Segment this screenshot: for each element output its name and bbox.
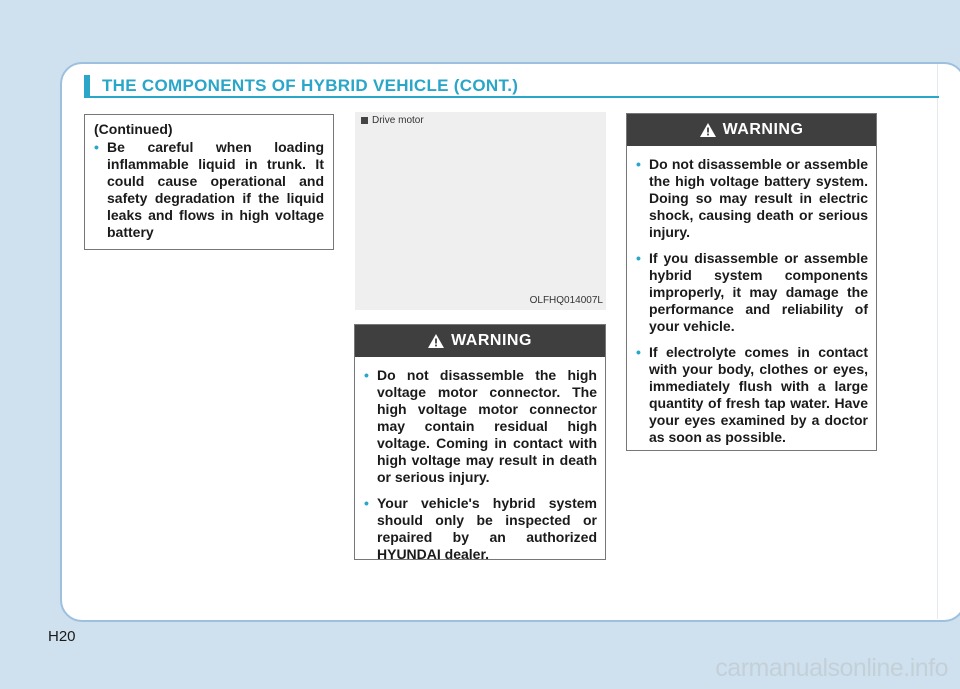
list-item — [364, 495, 597, 563]
list-item-text: Do not disassemble or assemble the high voltage battery system. Doing so may result in electric shock, causing death or serious injury. — [649, 156, 868, 240]
list-item-text: Do not disassemble the high voltage motor connector. The high voltage motor connector may contain residual high voltage. Coming in contact with high voltage may result in death or serious injury. — [377, 367, 597, 485]
list-item-text: If you disassemble or assemble hybrid system components improperly, it may damage the performance and reliability of your vehicle. — [649, 250, 868, 334]
bullet-icon: • — [94, 139, 99, 155]
section-title-text: THE COMPONENTS OF HYBRID VEHICLE (CONT.) — [102, 76, 519, 95]
list-item — [636, 344, 868, 446]
warning-triangle-icon — [700, 123, 716, 137]
continued-label: (Continued) — [94, 121, 173, 137]
figure-code: OLFHQ014007L — [529, 295, 603, 306]
warning-header-text: WARNING — [451, 332, 532, 349]
caution-list — [94, 139, 324, 241]
section-title — [84, 75, 939, 97]
bullet-icon: • — [364, 367, 369, 383]
drive-motor-figure — [355, 112, 606, 310]
title-marker — [84, 75, 90, 97]
list-item-text: Be careful when loading inflammable liquid in trunk. It could cause operational and safety degradation if the liquid leaks and flows in high voltage battery — [107, 139, 324, 240]
list-item — [94, 139, 324, 241]
page-number: H20 — [48, 628, 76, 645]
figure-caption — [361, 115, 424, 126]
warning-box-battery — [626, 113, 877, 451]
bullet-icon: • — [636, 156, 641, 172]
bullet-icon: • — [636, 250, 641, 266]
list-item — [636, 156, 868, 241]
margin-guide — [937, 64, 938, 619]
continued-caution-box — [84, 114, 334, 250]
list-item — [636, 250, 868, 335]
title-underline — [84, 96, 939, 98]
warning-list — [636, 156, 868, 446]
list-item — [364, 367, 597, 486]
square-icon — [361, 117, 368, 124]
warning-header-text: WARNING — [722, 121, 804, 138]
list-item-text: Your vehicle's hybrid system should only be inspected or repaired by an authorized HYUNDAI dealer. — [377, 495, 597, 562]
watermark: carmanualsonline.info — [715, 654, 948, 682]
list-item-text: If electrolyte comes in contact with your body, clothes or eyes, immediately flush with a large quantity of fresh tap water. Have your eyes examined by a doctor as soon as possible. — [649, 344, 868, 445]
warning-box-motor-connector — [354, 324, 606, 560]
warning-triangle-icon — [428, 334, 444, 348]
bullet-icon: • — [636, 344, 641, 360]
bullet-icon: • — [364, 495, 369, 511]
figure-caption-text: Drive motor — [372, 115, 424, 126]
warning-header — [355, 325, 605, 357]
warning-list — [364, 367, 597, 563]
warning-header — [627, 114, 876, 146]
